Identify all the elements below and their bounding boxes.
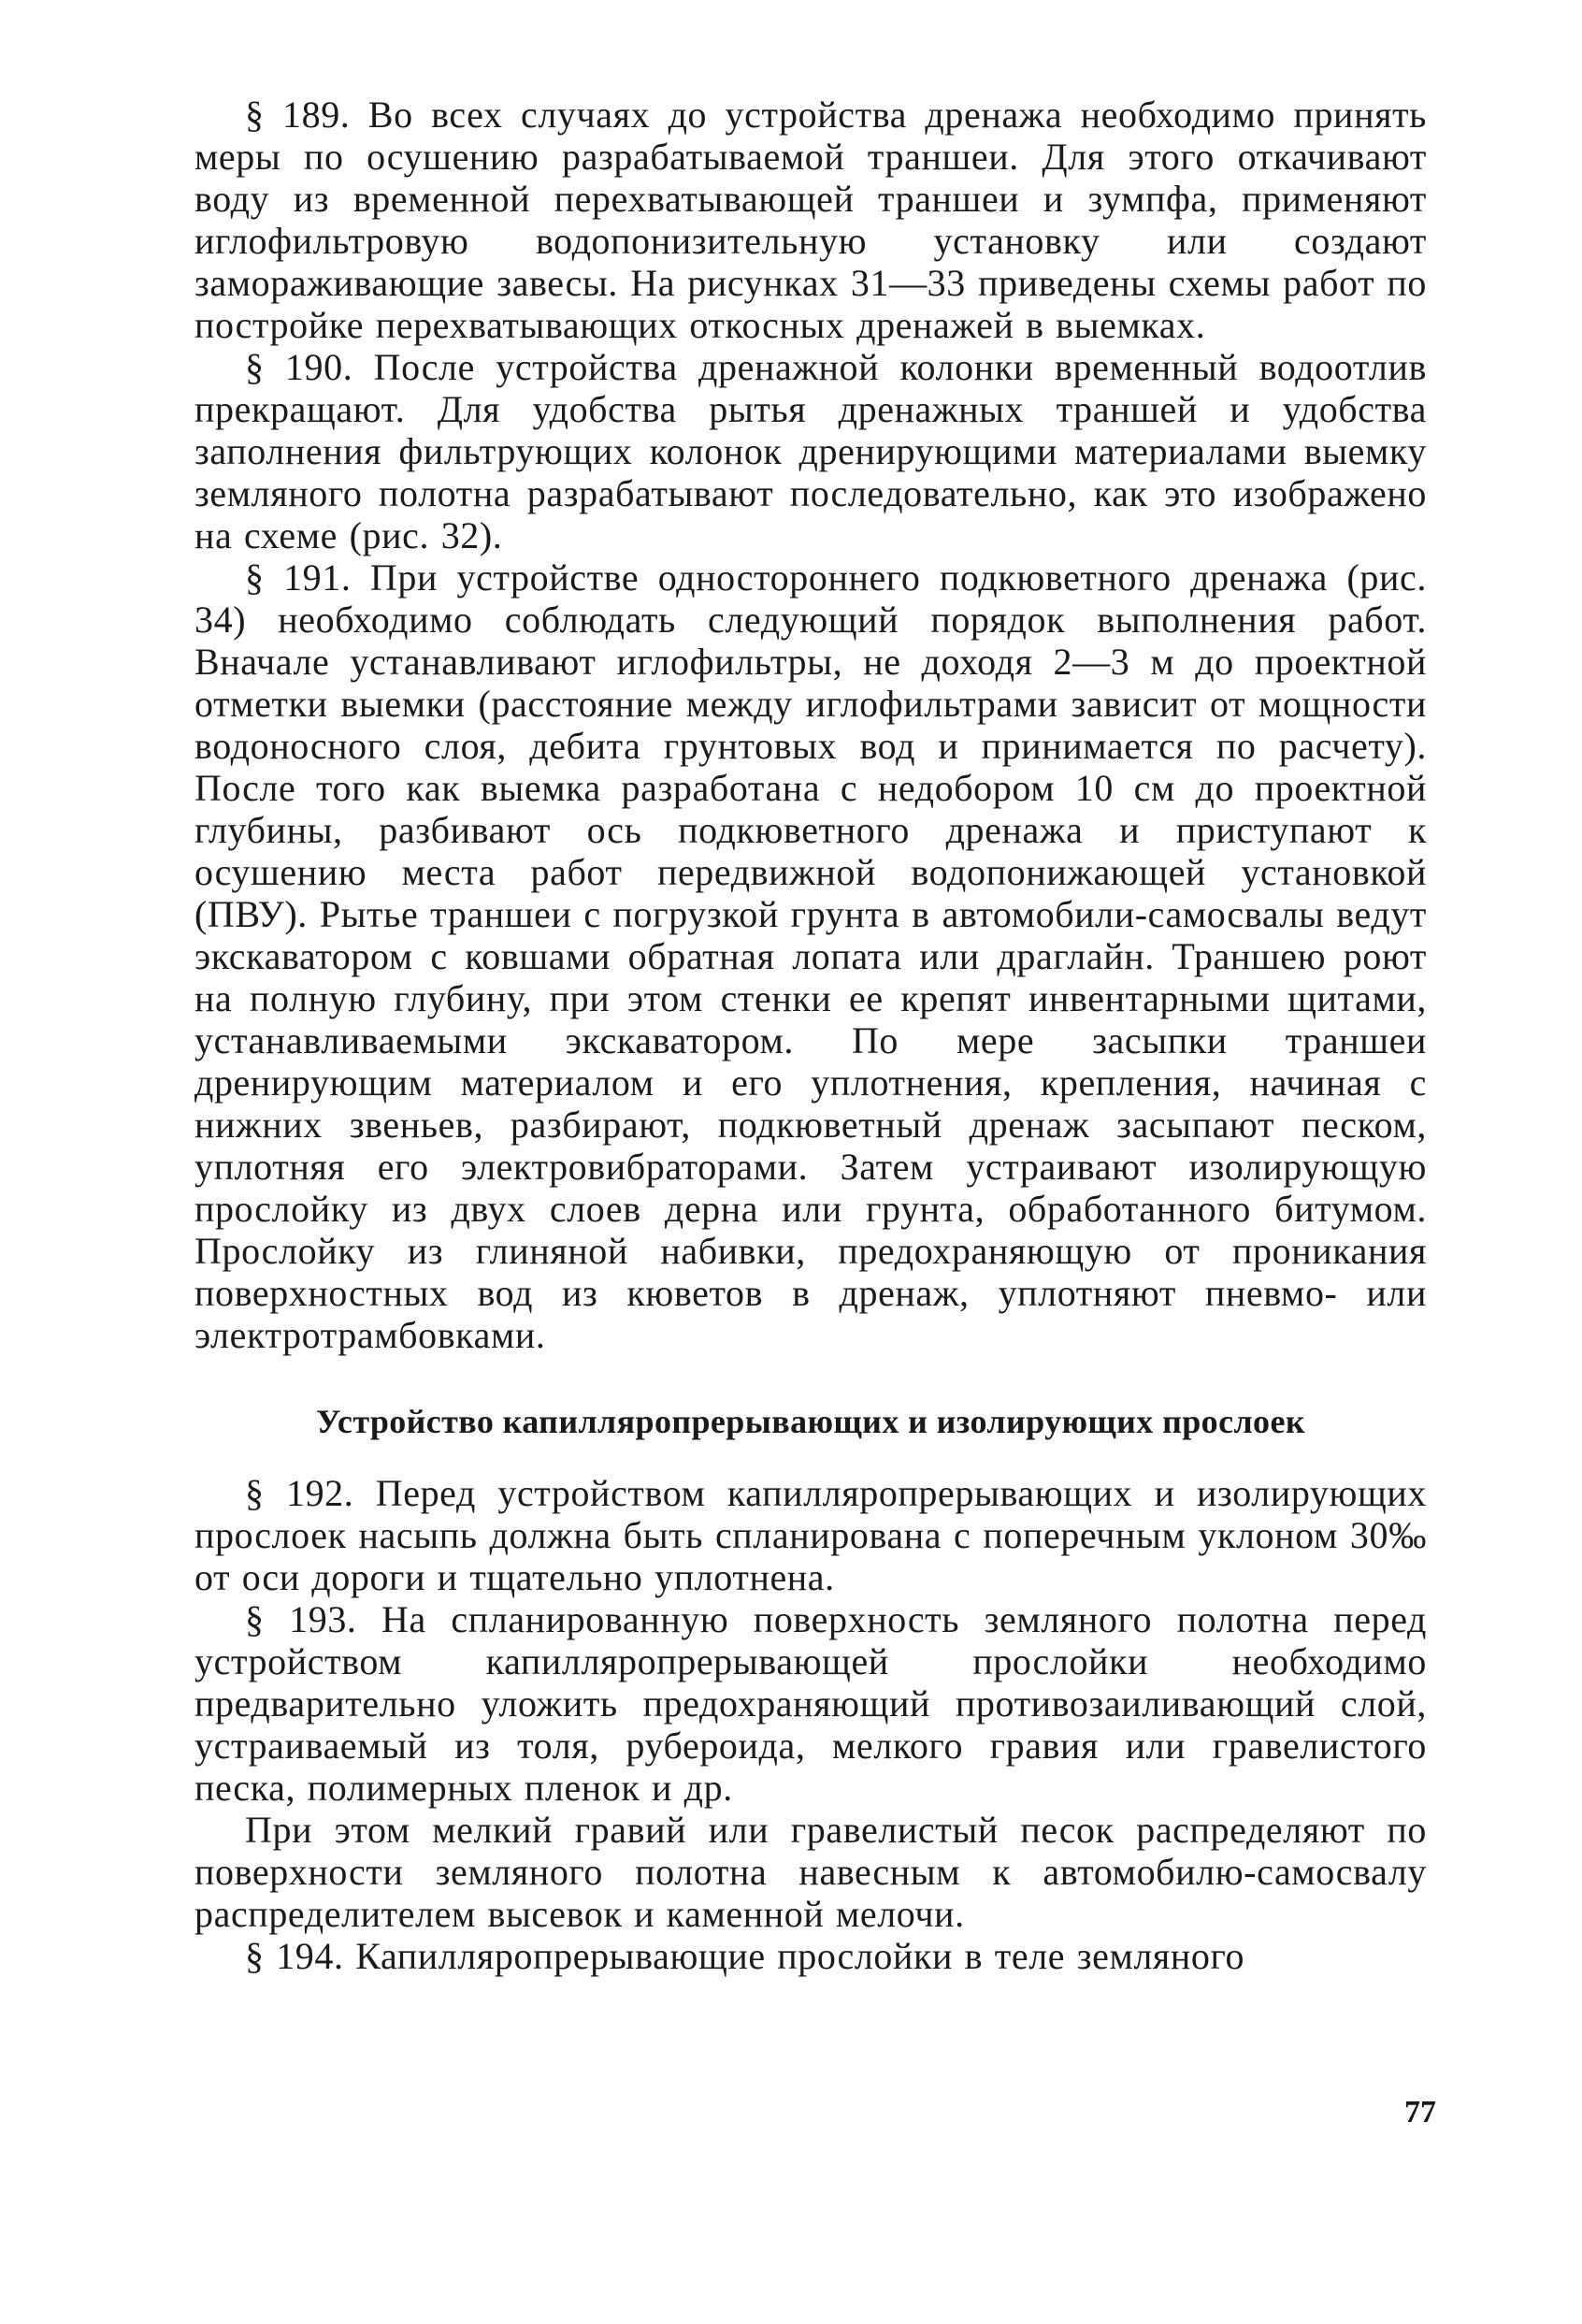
paragraph-189: § 189. Во всех случаях до устройства дренажа необходимо принять меры по осушению разрабатываемой траншеи. Для этого откачивают воду из временной перехватывающей траншеи и зумпфа, применяют иглофильтровую водопонизительную установку или создают замораживающие завесы. На рисунках 31—33 приведены схемы работ по постройке перехватывающих откосных дренажей в выемках. xyxy=(194,94,1427,346)
paragraph-193: § 193. На спланированную поверхность земляного полотна перед устройством капилляропрерывающей прослойки необходимо предварительно уложить предохраняющий противозаиливающий слой, устраиваемый из толя, рубероида, мелкого гравия или гравелистого песка, полимерных пленок и др. xyxy=(194,1598,1427,1809)
paragraph-193-continuation: При этом мелкий гравий или гравелистый песок распределяют по поверхности земляного полотна навесным к автомобилю-самосвалу распределителем высевок и каменной мелочи. xyxy=(194,1809,1427,1935)
page-number: 77 xyxy=(1404,2095,1436,2129)
paragraph-192: § 192. Перед устройством капилляропрерывающих и изолирующих прослоек насыпь должна быть спланирована с поперечным уклоном 30‰ от оси дороги и тщательно уплотнена. xyxy=(194,1472,1427,1598)
paragraph-194: § 194. Капилляропрерывающие прослойки в теле земляного xyxy=(245,1935,1245,1977)
page-body xyxy=(194,94,1427,1977)
section-heading: Устройство капилляропрерывающих и изолирующих прослоек xyxy=(316,1403,1305,1440)
paragraph-191: § 191. При устройстве одностороннего подкюветного дренажа (рис. 34) необходимо соблюдать следующий порядок выполнения работ. Вначале устанавливают иглофильтры, не доходя 2—3 м до проектной отметки выемки (расстояние между иглофильтрами зависит от мощности водоносного слоя, дебита грунтовых вод и принимается по расчету). После того как выемка разработана с недобором 10 см до проектной глубины, разбивают ось подкюветного дренажа и приступают к осушению места работ передвижной водопонижающей установкой (ПВУ). Рытье траншеи с погрузкой грунта в автомобили-самосвалы ведут экскаватором с ковшами обратная лопата или драглайн. Траншею роют на полную глубину, при этом стенки ее крепят инвентарными щитами, устанавливаемыми экскаватором. По мере засыпки траншеи дренирующим материалом и его уплотнения, крепления, начиная с нижних звеньев, разбирают, подкюветный дренаж засыпают песком, уплотняя его электровибраторами. Затем устраивают изолирующую прослойку из двух слоев дерна или грунта, обработанного битумом. Прослойку из глиняной набивки, предохраняющую от проникания поверхностных вод из кюветов в дренаж, уплотняют пневмо- или электротрамбовками. xyxy=(194,556,1427,1356)
paragraph-190: § 190. После устройства дренажной колонки временный водоотлив прекращают. Для удобства рытья дренажных траншей и удобства заполнения фильтрующих колонок дренирующими материалами выемку земляного полотна разрабатывают последовательно, как это изображено на схеме (рис. 32). xyxy=(194,346,1427,556)
